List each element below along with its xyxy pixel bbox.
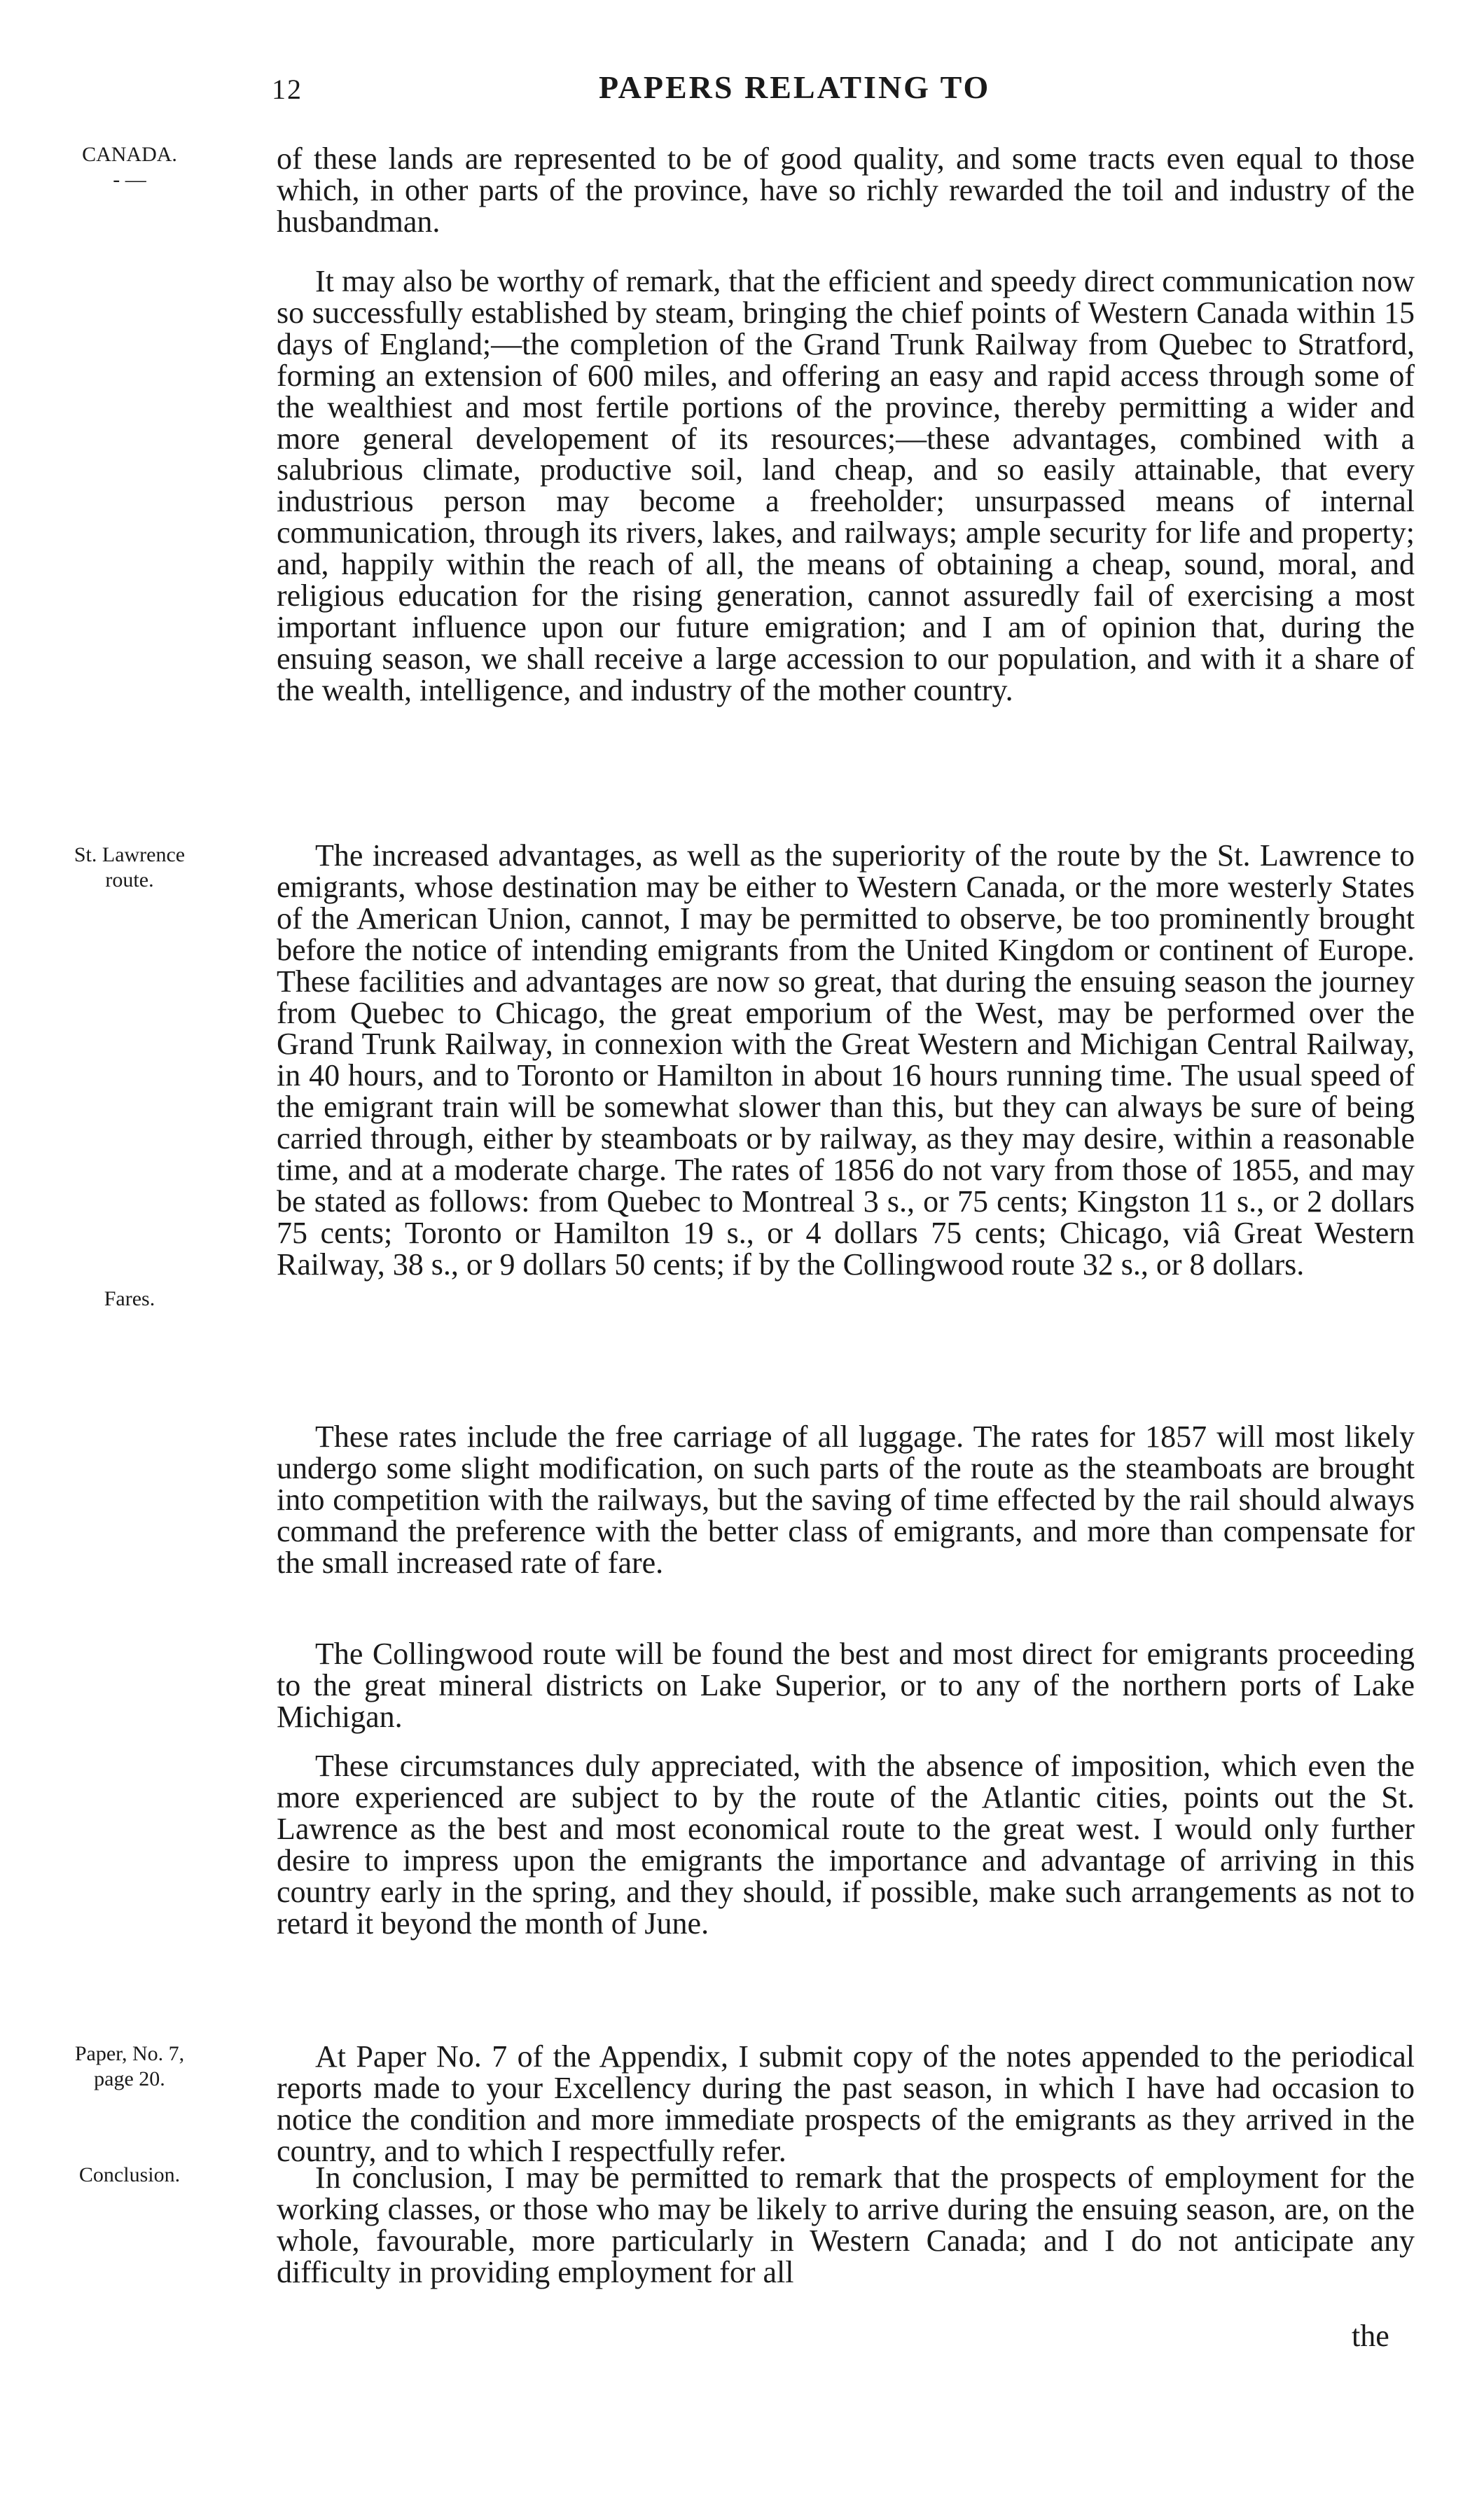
margin-note-line: Fares.	[104, 1287, 155, 1310]
margin-note-line: Paper, No. 7,	[74, 2042, 185, 2065]
page-number: 12	[272, 74, 303, 105]
paragraph-3: The increased advantages, as well as the superiority of the route by the St. Lawrence to emigrants, whose destination may be either to Western Canada, or the more westerly States of the American Union, cannot, I may be permitted to observe, be too prominently brought before the notice of intending emigrants from the United Kingdom or continent of Europe. These facilities and advantages are now so great, that during the ensuing season the journey from Quebec to Chicago, the great emporium of the West, may be performed over the Grand Trunk Railway, in connexion with the Great Western and Michigan Central Railway, in 40 hours, and to Toronto or Hamilton in about 16 hours running time. The usual speed of the emigrant train will be somewhat slower than this, but they can always be sure of being carried through, either by steamboats or by railway, as they may desire, within a reasonable time, and at a moderate charge. The rates of 1856 do not vary from those of 1855, and may be stated as follows: from Quebec to Montreal 3 s., or 75 cents; Kingston 11 s., or 2 dollars 75 cents; Toronto or Hamilton 19 s., or 4 dollars 75 cents; Chicago, viâ Great Western Railway, 38 s., or 9 dollars 50 cents; if by the Collingwood route 32 s., or 8 dollars.	[277, 838, 1415, 1282]
paragraph-4: These rates include the free carriage of all luggage. The rates for 1857 will most likely undergo some slight modification, on such parts of the route as the steamboats are brought into competition with the railways, but the saving of time effected by the rail should always command the preference with the better class of emigrants, and more than compensate for the small increased rate of fare.	[277, 1420, 1415, 1580]
paragraph-8: In conclusion, I may be permitted to remark that the prospects of employment for the working classes, or those who may be likely to arrive during the ensuing season, are, on the whole, favourable, more particularly in Western Canada; and I do not anticipate any difficulty in providing employment for all	[277, 2160, 1415, 2289]
paragraph-7: At Paper No. 7 of the Appendix, I submit copy of the notes appended to the periodical reports made to your Excellency during the past season, in which I have had occasion to notice the condition and more immediate prospects of the emigrants as they arrived in the country, and to which I respectfully refer.	[277, 2039, 1415, 2168]
paragraph-5: The Collingwood route will be found the best and most direct for emigrants proceeding to the great mineral districts on Lake Superior, or to any of the northern ports of Lake Michigan.	[277, 1637, 1415, 1734]
running-head: PAPERS RELATING TO	[599, 69, 991, 105]
margin-note-line: page 20.	[94, 2067, 165, 2090]
margin-note-line: Conclusion.	[78, 2163, 181, 2186]
margin-note-line: St. Lawrence	[74, 843, 186, 866]
paragraph-1: of these lands are represented to be of good quality, and some tracts even equal to those which, in other parts of the province, have so richly rewarded the toil and industry of the husbandman.	[277, 141, 1415, 239]
margin-note-canada-label: CANADA.	[82, 143, 177, 166]
paragraph-2: It may also be worthy of remark, that the efficient and speedy direct communication now so successfully established by steam, bringing the chief points of Western Canada within 15 days of England;—the completion of the Grand Trunk Railway from Quebec to Stratford, forming an extension of 600 miles, and offering an easy and rapid access through some of the wealthiest and most fertile portions of the province, thereby permitting a wider and more general developement of its resources;—these advantages, combined with a salubrious climate, productive soil, land cheap, and so easily attainable, that every industrious person may become a freeholder; unsurpassed means of internal communication, through its rivers, lakes, and railways; ample security for life and property; and, happily within the reach of all, the means of obtaining a cheap, sound, moral, and religious education for the rising generation, cannot assuredly fail of exercising a most important influence upon our future emigration; and I am of opinion that, during the ensuing season, we shall receive a large accession to our population, and with it a share of the wealth, intelligence, and industry of the mother country.	[277, 264, 1415, 707]
margin-note-st-lawrence-route	[35, 842, 224, 893]
catchword: the	[1352, 2319, 1389, 2353]
page-header	[0, 66, 1484, 108]
paragraph-6: These circumstances duly appreciated, with the absence of imposition, which even the more experienced are subject to by the route of the Atlantic cities, points out the St. Lawrence as the best and most economical route to the great west. I would only further desire to impress upon the emigrants the importance and advantage of arriving in this country early in the spring, and they should, if possible, make such arrangements as not to retard it beyond the month of June.	[277, 1749, 1415, 1941]
margin-note-line: route.	[105, 868, 154, 891]
margin-note-canada-rule: - —	[113, 168, 146, 191]
margin-note-canada	[35, 142, 224, 193]
margin-note-fares	[35, 1286, 224, 1312]
margin-note-paper-ref	[35, 2041, 224, 2092]
margin-note-conclusion	[35, 2163, 224, 2188]
